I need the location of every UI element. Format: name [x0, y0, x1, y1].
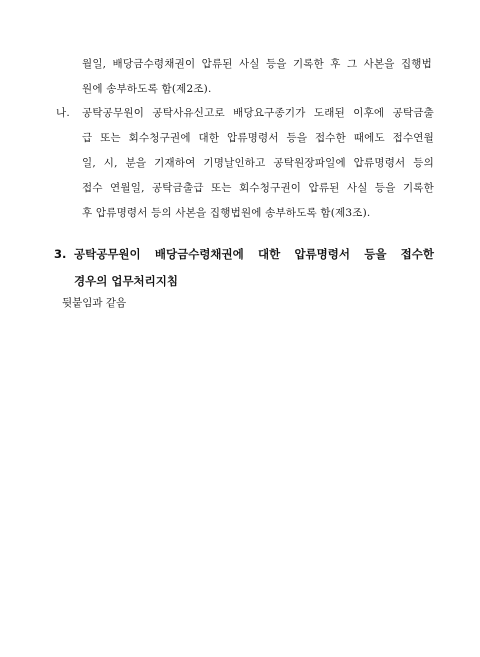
section-3-heading [54, 241, 434, 295]
text-line: 공탁공무원이 공탁사유신고로 배당요구종기가 도래된 이후에 공탁금출 [82, 107, 434, 119]
text-line: 후 압류명령서 등의 사본을 집행법원에 송부하도록 함(제3조). [82, 207, 371, 219]
text-line: 원에 송부하도록 함(제2조). [82, 83, 212, 95]
list-item-body [82, 101, 434, 226]
heading-line: 공탁공무원이 배당금수령채권에 대한 압류명령서 등을 접수한 [74, 247, 434, 261]
text-line: 월일, 배당금수령채권이 압류된 사실 등을 기록한 후 그 사본을 집행법 [82, 58, 432, 70]
continuation-paragraph [82, 52, 432, 102]
text-line: 일, 시, 분을 기재하여 기명날인하고 공탁원장파일에 압류명령서 등의 [82, 157, 434, 169]
text-line: 급 또는 회수청구권에 대한 압류명령서 등을 접수한 때에도 접수연월 [82, 132, 434, 144]
section-number: 3. [54, 247, 67, 261]
text-line: 접수 연월일, 공탁금출급 또는 회수청구권이 압류된 사실 등을 기록한 [82, 182, 434, 194]
attachment-note: 뒷붙임과 같음 [62, 297, 127, 309]
list-marker: 나. [56, 107, 70, 119]
section-title [74, 241, 434, 295]
heading-line: 경우의 업무처리지침 [74, 274, 178, 288]
list-item-na [56, 101, 434, 226]
